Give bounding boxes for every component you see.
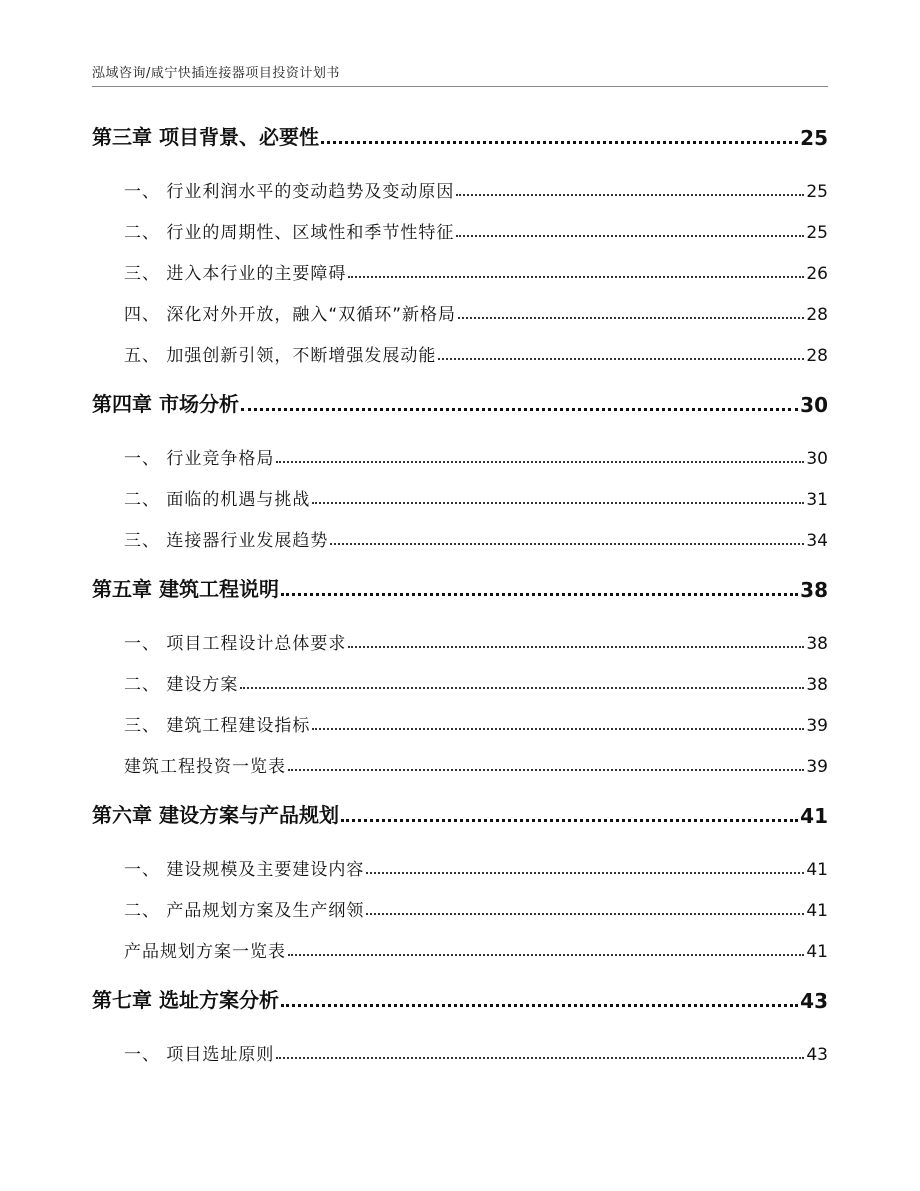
toc-entry-title: 三、 连接器行业发展趋势 [124,531,329,551]
toc-entry[interactable] [92,932,828,962]
toc-entry-title: 一、 行业利润水平的变动趋势及变动原因 [124,182,455,202]
toc-entry-page: 30 [806,449,828,469]
toc-leader-dots [456,194,804,196]
toc-leader-dots [438,358,804,360]
toc-entry-page: 31 [806,490,828,510]
toc-leader-dots [312,502,804,504]
toc-leader-dots [276,1057,804,1059]
toc-entry[interactable] [92,213,828,243]
toc-entry[interactable] [92,665,828,695]
toc-leader-dots [456,235,804,237]
toc-leader-dots [458,317,804,319]
toc-entry-title: 建筑工程投资一览表 [124,757,286,777]
toc-entry-page: 25 [806,223,828,243]
toc-entry[interactable] [92,624,828,654]
page-header: 泓域咨询/咸宁快插连接器项目投资计划书 [92,66,340,81]
toc-entry[interactable] [92,850,828,880]
toc-entry-page: 38 [806,675,828,695]
toc-entry-title: 一、 建设规模及主要建设内容 [124,860,365,880]
toc-entry[interactable] [92,295,828,325]
toc-leader-dots [366,872,804,874]
toc-entry-page: 30 [800,393,828,417]
toc-entry[interactable] [92,387,828,417]
toc-leader-dots [281,1004,798,1007]
toc-entry-title: 一、 项目选址原则 [124,1045,275,1065]
header-divider [92,86,828,87]
toc-entry-page: 41 [800,804,828,828]
toc-leader-dots [240,687,804,689]
toc-entry-title: 一、 行业竞争格局 [124,449,275,469]
toc-entry[interactable] [92,336,828,366]
toc-entry-page: 34 [806,531,828,551]
toc-entry-title: 二、 建设方案 [124,675,239,695]
toc-entry-title: 三、 建筑工程建设指标 [124,716,311,736]
toc-entry[interactable] [92,172,828,202]
toc-entry[interactable] [92,254,828,284]
toc-entry-page: 38 [800,578,828,602]
toc-leader-dots [288,954,804,956]
toc-entry[interactable] [92,480,828,510]
toc-entry-title: 第五章 建筑工程说明 [92,577,279,601]
toc-entry[interactable] [92,1035,828,1065]
toc-entry-title: 第六章 建设方案与产品规划 [92,803,339,827]
toc-entry-title: 四、 深化对外开放，融入“双循环”新格局 [124,305,457,325]
toc-leader-dots [241,408,798,411]
toc-entry-title: 二、 面临的机遇与挑战 [124,490,311,510]
toc-entry[interactable] [92,983,828,1013]
toc-leader-dots [321,141,798,144]
toc-entry-page: 28 [806,346,828,366]
toc-entry[interactable] [92,120,828,150]
toc-entry-title: 二、 行业的周期性、区域性和季节性特征 [124,223,455,243]
toc-entry-page: 38 [806,634,828,654]
toc-leader-dots [281,593,798,596]
toc-entry-title: 一、 项目工程设计总体要求 [124,634,347,654]
toc-leader-dots [312,728,804,730]
toc-leader-dots [330,543,804,545]
toc-entry-page: 39 [806,716,828,736]
toc-entry-page: 25 [806,182,828,202]
toc-entry-page: 26 [806,264,828,284]
toc-entry-page: 25 [800,126,828,150]
toc-leader-dots [288,769,804,771]
toc-entry-page: 39 [806,757,828,777]
toc-entry-title: 第四章 市场分析 [92,392,239,416]
toc-entry-page: 43 [800,989,828,1013]
toc-entry-page: 28 [806,305,828,325]
toc-entry-page: 41 [806,942,828,962]
toc-entry-page: 41 [806,860,828,880]
toc-entry-title: 产品规划方案一览表 [124,942,286,962]
toc-leader-dots [348,646,804,648]
toc-entry[interactable] [92,706,828,736]
toc-leader-dots [276,461,804,463]
toc-entry-title: 三、 进入本行业的主要障碍 [124,264,347,284]
toc-entry-page: 41 [806,901,828,921]
toc-leader-dots [348,276,804,278]
toc-leader-dots [366,913,804,915]
toc-entry-title: 二、 产品规划方案及生产纲领 [124,901,365,921]
toc-entry-title: 五、 加强创新引领，不断增强发展动能 [124,346,437,366]
toc-entry[interactable] [92,891,828,921]
toc-entry-title: 第三章 项目背景、必要性 [92,125,319,149]
toc-entry[interactable] [92,521,828,551]
toc-entry[interactable] [92,439,828,469]
toc-entry-page: 43 [806,1045,828,1065]
toc-entry-title: 第七章 选址方案分析 [92,988,279,1012]
toc-leader-dots [341,819,798,822]
toc-entry[interactable] [92,798,828,828]
toc-entry[interactable] [92,747,828,777]
toc-entry[interactable] [92,572,828,602]
